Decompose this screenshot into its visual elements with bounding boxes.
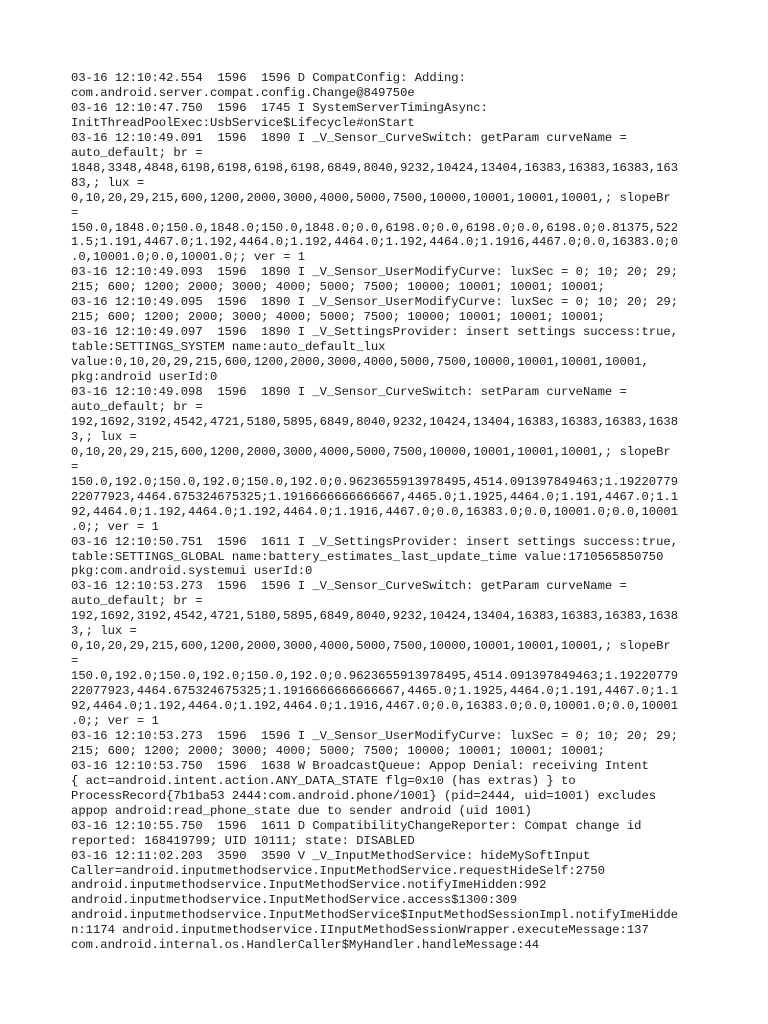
log-line: 215; 600; 1200; 2000; 3000; 4000; 5000; 7500; 10000; 10001; 10001; 10001;: [71, 743, 605, 758]
log-line: 03-16 12:10:42.554 1596 1596 D CompatConfig: Adding:: [71, 71, 466, 85]
log-line: 192,1692,3192,4542,4721,5180,5895,6849,8040,9232,10424,13404,16383,16383,16383,1638: [71, 414, 679, 429]
log-text: [71, 71, 701, 953]
log-line: reported: 168419799; UID 10111; state: DISABLED: [71, 833, 415, 848]
log-line: auto_default; br =: [71, 145, 203, 160]
log-line: 92,4464.0;1.192,4464.0;1.192,4464.0;1.1916,4467.0;0.0,16383.0;0.0,10001.0;0.0,10001: [71, 504, 679, 519]
log-line: com.android.server.compat.config.Change@849750e: [71, 85, 415, 100]
log-line: 0,10,20,29,215,600,1200,2000,3000,4000,5000,7500,10000,10001,10001,10001,; slopeBr: [71, 444, 671, 459]
log-line: 03-16 12:10:49.097 1596 1890 I _V_SettingsProvider: insert settings success:true,: [71, 325, 679, 340]
log-line: 192,1692,3192,4542,4721,5180,5895,6849,8040,9232,10424,13404,16383,16383,16383,1638: [71, 609, 679, 624]
log-line: 83,; lux =: [71, 175, 145, 190]
log-line: 92,4464.0;1.192,4464.0;1.192,4464.0;1.1916,4467.0;0.0,16383.0;0.0,10001.0;0.0,10001: [71, 699, 679, 714]
log-line: 3,; lux =: [71, 429, 137, 444]
log-line: 03-16 12:10:50.751 1596 1611 I _V_SettingsProvider: insert settings success:true,: [71, 534, 679, 549]
log-line: { act=android.intent.action.ANY_DATA_STATE flg=0x10 (has extras) } to: [71, 773, 576, 788]
log-line: 22077923,4464.675324675325;1.1916666666666667,4465.0;1.1925,4464.0;1.191,4467.0;1.1: [71, 489, 679, 504]
log-line: 03-16 12:10:49.098 1596 1890 I _V_Sensor_CurveSwitch: setParam curveName =: [71, 385, 627, 400]
log-line: =: [71, 205, 79, 220]
log-line: 03-16 12:10:49.095 1596 1890 I _V_Sensor_UserModifyCurve: luxSec = 0; 10; 20; 29;: [71, 295, 679, 310]
log-line: 03-16 12:10:53.750 1596 1638 W BroadcastQueue: Appop Denial: receiving Intent: [71, 758, 649, 773]
log-line: 1.5;1.191,4467.0;1.192,4464.0;1.192,4464.0;1.192,4464.0;1.1916,4467.0;0.0,16383.0;0: [71, 235, 679, 250]
log-line: pkg:android userId:0: [71, 370, 218, 385]
log-line: Caller=android.inputmethodservice.InputMethodService.requestHideSelf:2750: [71, 863, 605, 878]
log-line: 03-16 12:10:55.750 1596 1611 D CompatibilityChangeReporter: Compat change id: [71, 818, 642, 833]
log-line: android.inputmethodservice.InputMethodService$InputMethodSessionImpl.notifyImeHidde: [71, 908, 679, 923]
log-line: 0,10,20,29,215,600,1200,2000,3000,4000,5000,7500,10000,10001,10001,10001,; slopeBr: [71, 190, 671, 205]
log-line: appop android:read_phone_state due to sender android (uid 1001): [71, 803, 532, 818]
log-line: table:SETTINGS_GLOBAL name:battery_estimates_last_update_time value:1710565850750: [71, 549, 664, 564]
log-line: 03-16 12:11:02.203 3590 3590 V _V_InputMethodService: hideMySoftInput: [71, 848, 591, 863]
log-line: .0;; ver = 1: [71, 713, 159, 728]
log-line: pkg:com.android.systemui userId:0: [71, 564, 313, 579]
log-line: =: [71, 459, 79, 474]
log-line: ProcessRecord{7b1ba53 2444:com.android.phone/1001} (pid=2444, uid=1001) excludes: [71, 788, 657, 803]
log-line: value:0,10,20,29,215,600,1200,2000,3000,4000,5000,7500,10000,10001,10001,10001,: [71, 355, 649, 370]
log-line: android.inputmethodservice.InputMethodService.access$1300:309: [71, 893, 518, 908]
log-document: [71, 71, 701, 953]
log-line: com.android.internal.os.HandlerCaller$MyHandler.handleMessage:44: [71, 938, 540, 953]
log-line: 150.0,192.0;150.0,192.0;150.0,192.0;0.9623655913978495,4514.091397849463;1.19220779: [71, 669, 679, 684]
log-line: .0;; ver = 1: [71, 519, 159, 534]
log-line: table:SETTINGS_SYSTEM name:auto_default_lux: [71, 340, 386, 355]
log-line: android.inputmethodservice.InputMethodService.notifyImeHidden:992: [71, 878, 547, 893]
log-line: =: [71, 654, 79, 669]
log-line: 22077923,4464.675324675325;1.1916666666666667,4465.0;1.1925,4464.0;1.191,4467.0;1.1: [71, 684, 679, 699]
log-line: 150.0,192.0;150.0,192.0;150.0,192.0;0.9623655913978495,4514.091397849463;1.19220779: [71, 474, 679, 489]
log-line: n:1174 android.inputmethodservice.IInputMethodSessionWrapper.executeMessage:137: [71, 923, 649, 938]
log-line: 150.0,1848.0;150.0,1848.0;150.0,1848.0;0.0,6198.0;0.0,6198.0;0.0,6198.0;0.81375,522: [71, 220, 679, 235]
log-line: 03-16 12:10:53.273 1596 1596 I _V_Sensor_UserModifyCurve: luxSec = 0; 10; 20; 29;: [71, 728, 679, 743]
log-line: 03-16 12:10:49.093 1596 1890 I _V_Sensor_UserModifyCurve: luxSec = 0; 10; 20; 29;: [71, 265, 679, 280]
log-line: auto_default; br =: [71, 594, 203, 609]
log-line: 03-16 12:10:47.750 1596 1745 I SystemServerTimingAsync:: [71, 100, 488, 115]
log-line: InitThreadPoolExec:UsbService$Lifecycle#onStart: [71, 115, 415, 130]
log-line: 03-16 12:10:49.091 1596 1890 I _V_Sensor_CurveSwitch: getParam curveName =: [71, 130, 627, 145]
log-line: 03-16 12:10:53.273 1596 1596 I _V_Sensor_CurveSwitch: getParam curveName =: [71, 579, 627, 594]
log-line: 3,; lux =: [71, 624, 137, 639]
log-line: 1848,3348,4848,6198,6198,6198,6198,6849,8040,9232,10424,13404,16383,16383,16383,163: [71, 160, 679, 175]
log-line: .0,10001.0;0.0,10001.0;; ver = 1: [71, 250, 306, 265]
log-line: 0,10,20,29,215,600,1200,2000,3000,4000,5000,7500,10000,10001,10001,10001,; slopeBr: [71, 639, 671, 654]
log-line: 215; 600; 1200; 2000; 3000; 4000; 5000; 7500; 10000; 10001; 10001; 10001;: [71, 280, 605, 295]
log-line: 215; 600; 1200; 2000; 3000; 4000; 5000; 7500; 10000; 10001; 10001; 10001;: [71, 310, 605, 325]
log-line: auto_default; br =: [71, 399, 203, 414]
